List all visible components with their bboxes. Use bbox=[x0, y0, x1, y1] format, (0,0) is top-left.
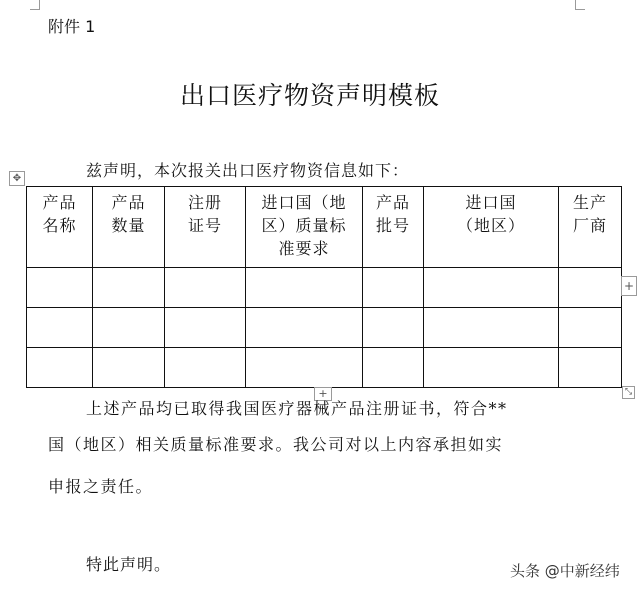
table-cell[interactable] bbox=[93, 348, 165, 388]
header-line: 名称 bbox=[42, 216, 77, 235]
header-line: 数量 bbox=[111, 216, 146, 235]
table-move-handle-icon[interactable]: ✥ bbox=[9, 171, 25, 186]
table-cell[interactable] bbox=[559, 348, 622, 388]
header-line: 生产 bbox=[572, 193, 607, 212]
statement-line-2: 国（地区）相关质量标准要求。我公司对以上内容承担如实 bbox=[48, 435, 504, 454]
table-cell[interactable] bbox=[246, 268, 363, 308]
table-cell[interactable] bbox=[27, 348, 93, 388]
table-cell[interactable] bbox=[246, 348, 363, 388]
header-product-quantity[interactable] bbox=[93, 187, 165, 268]
page-corner-mark-left bbox=[30, 0, 40, 10]
table-cell[interactable] bbox=[363, 308, 424, 348]
table-cell[interactable] bbox=[559, 268, 622, 308]
table-cell[interactable] bbox=[424, 268, 559, 308]
header-line: 进口国 bbox=[465, 193, 517, 212]
header-batch-number[interactable] bbox=[363, 187, 424, 268]
table-cell[interactable] bbox=[559, 308, 622, 348]
table-cell[interactable] bbox=[424, 348, 559, 388]
table-cell[interactable] bbox=[93, 308, 165, 348]
table-cell[interactable] bbox=[424, 308, 559, 348]
header-line: 注册 bbox=[187, 193, 222, 212]
add-column-plus-icon[interactable]: + bbox=[621, 276, 637, 296]
table-cell[interactable] bbox=[246, 308, 363, 348]
table-cell[interactable] bbox=[93, 268, 165, 308]
header-line: 产品 bbox=[111, 193, 146, 212]
intro-paragraph: 兹声明，本次报关出口医疗物资信息如下： bbox=[86, 161, 410, 180]
table-cell[interactable] bbox=[363, 268, 424, 308]
statement-line-3: 申报之责任。 bbox=[48, 477, 154, 496]
header-registration-number[interactable] bbox=[165, 187, 246, 268]
table-header-row bbox=[27, 187, 622, 268]
table-cell[interactable] bbox=[27, 268, 93, 308]
header-line: 批号 bbox=[375, 216, 410, 235]
table-row bbox=[27, 268, 622, 308]
declaration-table bbox=[26, 186, 622, 388]
table-row bbox=[27, 348, 622, 388]
table-row bbox=[27, 308, 622, 348]
header-line: 厂商 bbox=[572, 216, 607, 235]
closing-line: 特此声明。 bbox=[86, 555, 172, 574]
header-import-quality-standard[interactable] bbox=[246, 187, 363, 268]
header-manufacturer[interactable] bbox=[559, 187, 622, 268]
header-line: 产品 bbox=[42, 193, 77, 212]
table-cell[interactable] bbox=[165, 348, 246, 388]
table-cell[interactable] bbox=[27, 308, 93, 348]
header-product-name[interactable] bbox=[27, 187, 93, 268]
table-cell[interactable] bbox=[165, 308, 246, 348]
header-line: 证号 bbox=[187, 216, 222, 235]
statement-line-1: 上述产品均已取得我国医疗器械产品注册证书，符合** bbox=[86, 399, 508, 418]
header-line: 区）质量标 bbox=[261, 216, 347, 235]
header-line: （地区） bbox=[456, 216, 525, 235]
header-line: 准要求 bbox=[278, 239, 330, 258]
page-corner-mark-right bbox=[575, 0, 585, 10]
source-watermark: 头条 @中新经纬 bbox=[510, 562, 620, 580]
add-row-plus-icon[interactable]: + bbox=[314, 387, 332, 401]
header-import-country[interactable] bbox=[424, 187, 559, 268]
document-title: 出口医疗物资声明模板 bbox=[179, 81, 440, 110]
header-line: 进口国（地 bbox=[261, 193, 347, 212]
table-cell[interactable] bbox=[363, 348, 424, 388]
header-line: 产品 bbox=[375, 193, 410, 212]
table-resize-icon[interactable]: ⤡ bbox=[622, 386, 635, 399]
table-cell[interactable] bbox=[165, 268, 246, 308]
attachment-label: 附件 1 bbox=[48, 17, 96, 36]
